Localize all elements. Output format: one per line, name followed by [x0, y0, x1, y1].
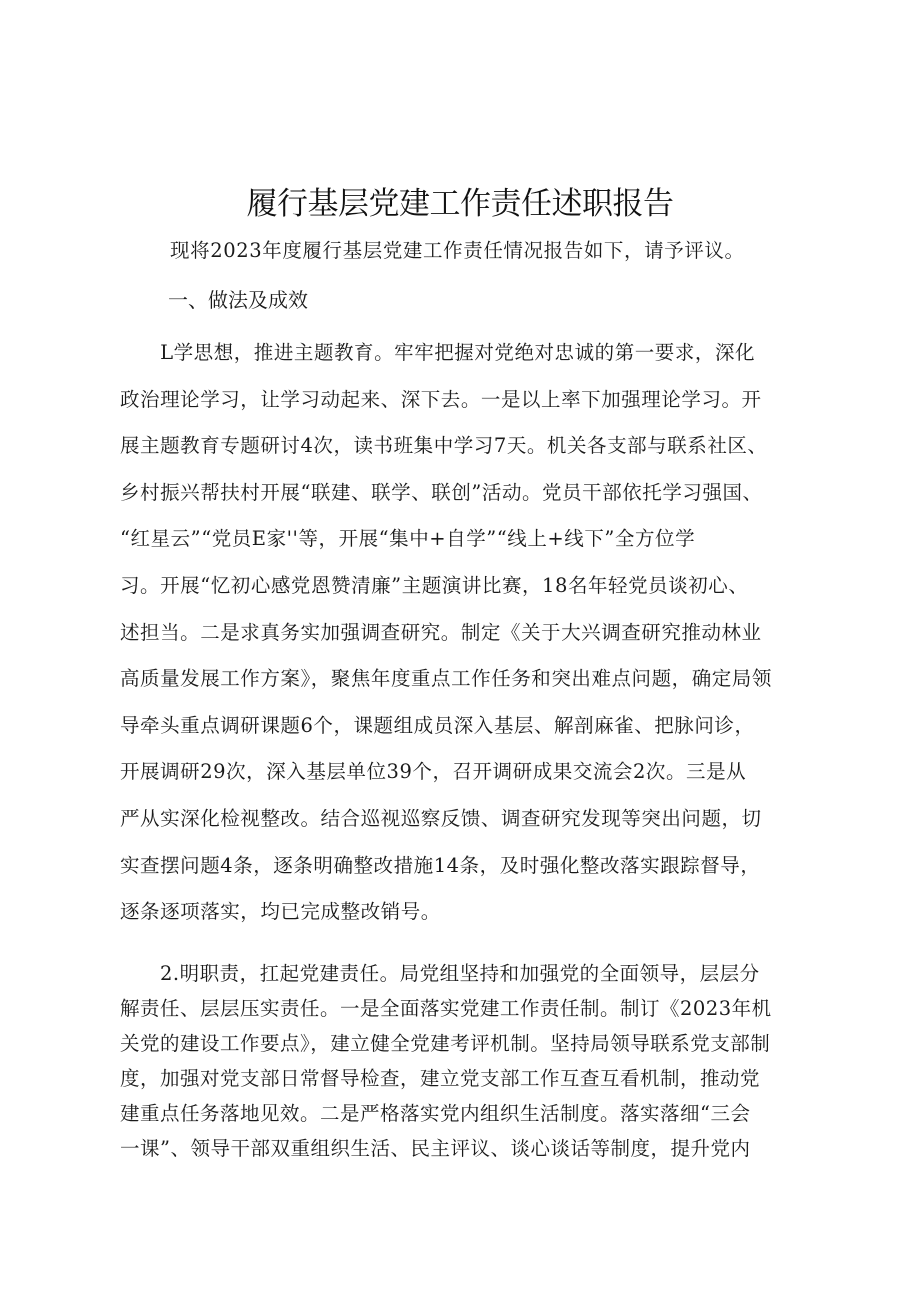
paragraph-line: 一课”、领导干部双重组织生活、民主评议、谈心谈话等制度，提升党内: [120, 1137, 751, 1160]
paragraph-line: 严从实深化检视整改。结合巡视巡察反馈、调查研究发现等突出问题，切: [120, 806, 762, 830]
paragraph-line: 高质量发展工作方案》，聚焦年度重点工作任务和突出难点问题，确定局领: [120, 667, 772, 691]
intro-text: 现将2023年度履行基层党建工作责任情况报告如下，请予评议。: [170, 239, 745, 262]
section-heading: 一、做法及成效: [168, 288, 308, 312]
paragraph-1: [120, 330, 820, 936]
paragraph-line: 乡村振兴帮扶村开展“联建、联学、联创”活动。党员干部依托学习强国、: [120, 480, 763, 504]
paragraph-line: 导牵头重点调研课题6个，课题组成员深入基层、解剖麻雀、把脉问诊，: [120, 713, 755, 737]
paragraph-line: 度，加强对党支部日常督导检查，建立党支部工作互查互看机制，推动党: [120, 1067, 761, 1090]
paragraph-line: 述担当。二是求真务实加强调查研究。制定《关于大兴调查研究推动林业: [120, 620, 762, 644]
paragraph-line: 展主题教育专题研讨4次，读书班集中学习7天。机关各支部与联系社区、: [120, 434, 768, 458]
paragraph-line: L学思想，推进主题教育。牢牢把握对党绝对忠诚的第一要求，深化: [120, 341, 756, 364]
paragraph-line: 解责任、层层压实责任。一是全面落实党建工作责任制。制订《2023年机: [120, 997, 772, 1020]
paragraph-line: 2.明职责，扛起党建责任。局党组坚持和加强党的全面领导，层层分: [120, 962, 760, 985]
paragraph-line: 建重点任务落地见效。二是严格落实党内组织生活制度。落实落细“三会: [120, 1102, 751, 1125]
paragraph-line: 关党的建设工作要点》，建立健全党建考评机制。坚持局领导联系党支部制: [120, 1032, 771, 1055]
paragraph-line: “红星云”“党员E家''等，开展“集中+自学”“线上+线下”全方位学: [120, 527, 696, 551]
paragraph-line: 政治理论学习，让学习动起来、深下去。一是以上率下加强理论学习。开: [120, 387, 762, 411]
paragraph-2: [120, 956, 820, 1166]
paragraph-line: 实查摆问题4条，逐条明确整改措施14条，及时强化整改落实跟踪督导，: [120, 853, 761, 877]
paragraph-line: 逐条逐项落实，均已完成整改销号。: [120, 900, 441, 924]
paragraph-line: 开展调研29次，深入基层单位39个，召开调研成果交流会2次。三是从: [120, 760, 747, 784]
paragraph-line: 习。开展“忆初心感党恩赞清廉”主题演讲比赛，18名年轻党员谈初心、: [120, 573, 749, 597]
document-title: 履行基层党建工作责任述职报告: [246, 186, 674, 222]
